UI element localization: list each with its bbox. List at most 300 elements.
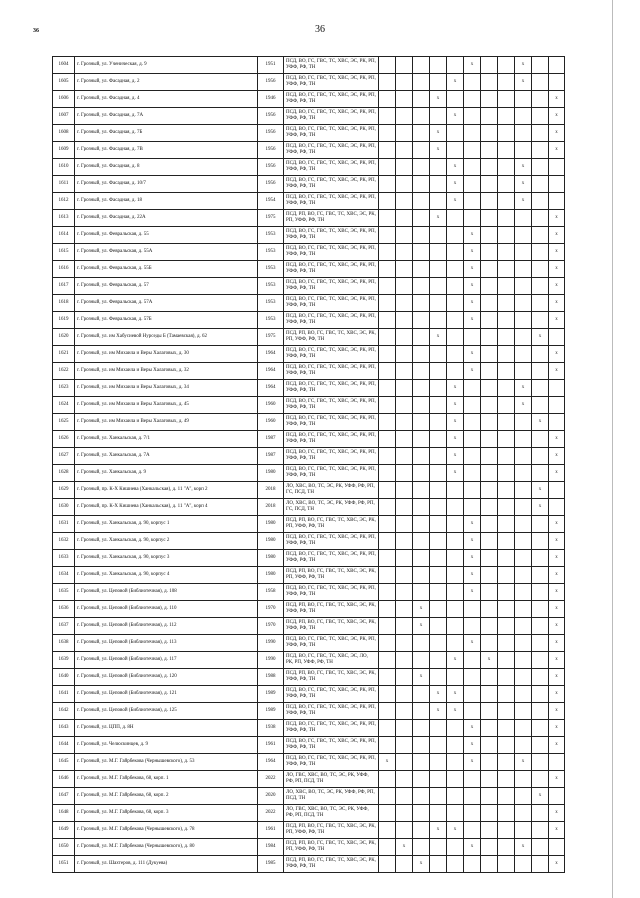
row-number: 1618 bbox=[53, 295, 75, 312]
row-mark-cell bbox=[447, 635, 464, 652]
row-mark-cell bbox=[413, 584, 430, 601]
row-mark-cell bbox=[430, 737, 447, 754]
row-year: 1987 bbox=[258, 448, 284, 465]
row-year: 1980 bbox=[258, 550, 284, 567]
row-work-types: ПСД, ВО, ГС, ГВС, ТС, ХВС, ЭС, РК, РП, УФФ, РФ, ТН bbox=[284, 295, 379, 312]
row-mark-cell bbox=[532, 176, 549, 193]
row-mark-cell bbox=[481, 210, 498, 227]
table-row bbox=[53, 533, 565, 550]
row-number: 1605 bbox=[53, 74, 75, 91]
row-mark-cell bbox=[481, 822, 498, 839]
row-mark-cell bbox=[481, 839, 498, 856]
row-number: 1632 bbox=[53, 533, 75, 550]
table-row bbox=[53, 737, 565, 754]
row-mark-cell bbox=[532, 261, 549, 278]
row-year: 1980 bbox=[258, 567, 284, 584]
row-work-types: ПСД, ВО, ГС, ГВС, ТС, ХВС, ЭС, РК, РП, УФФ, РФ, ТН bbox=[284, 227, 379, 244]
row-mark-cell bbox=[413, 822, 430, 839]
row-work-types: ПСД, РП, ВО, ГС, ГВС, ТС, ХВС, ЭС, РК, РП, УФФ, РФ, ТН bbox=[284, 516, 379, 533]
row-mark-cell: x bbox=[549, 669, 565, 686]
row-mark-cell bbox=[396, 74, 413, 91]
row-year: 1990 bbox=[258, 652, 284, 669]
row-year: 1956 bbox=[258, 176, 284, 193]
row-mark-cell bbox=[515, 414, 532, 431]
row-mark-cell: x bbox=[549, 771, 565, 788]
row-mark-cell bbox=[498, 278, 515, 295]
row-mark-cell bbox=[532, 210, 549, 227]
row-mark-cell bbox=[379, 261, 396, 278]
row-mark-cell bbox=[498, 499, 515, 516]
row-mark-cell: x bbox=[549, 686, 565, 703]
row-year: 1938 bbox=[258, 720, 284, 737]
row-mark-cell bbox=[515, 516, 532, 533]
table-row bbox=[53, 142, 565, 159]
row-mark-cell bbox=[379, 584, 396, 601]
row-mark-cell bbox=[396, 686, 413, 703]
row-number: 1634 bbox=[53, 567, 75, 584]
row-mark-cell bbox=[515, 108, 532, 125]
row-mark-cell: x bbox=[464, 533, 481, 550]
row-mark-cell bbox=[413, 91, 430, 108]
row-mark-cell bbox=[481, 669, 498, 686]
row-mark-cell bbox=[379, 448, 396, 465]
row-number: 1635 bbox=[53, 584, 75, 601]
row-mark-cell bbox=[515, 584, 532, 601]
row-mark-cell bbox=[481, 74, 498, 91]
row-year: 1953 bbox=[258, 278, 284, 295]
row-address: г. Грозный, ул. Цеповой (Библиотечная), д. 110 bbox=[75, 601, 258, 618]
row-mark-cell: x bbox=[515, 74, 532, 91]
row-number: 1613 bbox=[53, 210, 75, 227]
row-mark-cell bbox=[396, 499, 413, 516]
row-mark-cell bbox=[532, 448, 549, 465]
row-mark-cell bbox=[498, 227, 515, 244]
row-mark-cell bbox=[430, 295, 447, 312]
row-mark-cell bbox=[515, 465, 532, 482]
row-mark-cell bbox=[532, 244, 549, 261]
row-mark-cell bbox=[532, 703, 549, 720]
row-mark-cell bbox=[430, 346, 447, 363]
row-address: г. Грозный, ул. Фасадная, д. 22А bbox=[75, 210, 258, 227]
row-mark-cell bbox=[447, 618, 464, 635]
row-mark-cell: x bbox=[515, 176, 532, 193]
row-mark-cell: x bbox=[549, 210, 565, 227]
row-year: 1964 bbox=[258, 363, 284, 380]
row-mark-cell bbox=[447, 278, 464, 295]
row-mark-cell bbox=[481, 227, 498, 244]
row-mark-cell bbox=[549, 74, 565, 91]
row-mark-cell bbox=[464, 856, 481, 873]
row-mark-cell bbox=[396, 516, 413, 533]
row-work-types: ПСД, РП, ВО, ГС, ГВС, ТС, ХВС, ЭС, РК, РП, УФФ, РФ, ТН bbox=[284, 210, 379, 227]
row-mark-cell: x bbox=[549, 108, 565, 125]
row-work-types: ЛО, ГВС, ХВС, ВО, ТС, ЭС, РК, УФФ, РФ, РП, ПСД, ТН bbox=[284, 805, 379, 822]
row-mark-cell: x bbox=[549, 550, 565, 567]
row-mark-cell bbox=[532, 278, 549, 295]
row-mark-cell bbox=[396, 312, 413, 329]
table-row bbox=[53, 193, 565, 210]
row-mark-cell bbox=[396, 465, 413, 482]
row-mark-cell bbox=[481, 57, 498, 74]
row-work-types: ПСД, ВО, ГС, ГВС, ТС, ХВС, ЭС, РК, РП, УФФ, РФ, ТН bbox=[284, 533, 379, 550]
row-mark-cell bbox=[379, 142, 396, 159]
row-mark-cell bbox=[413, 125, 430, 142]
row-mark-cell bbox=[464, 108, 481, 125]
row-mark-cell: x bbox=[447, 686, 464, 703]
row-mark-cell bbox=[481, 567, 498, 584]
table-row bbox=[53, 482, 565, 499]
row-mark-cell bbox=[498, 737, 515, 754]
row-mark-cell bbox=[430, 635, 447, 652]
row-mark-cell bbox=[379, 635, 396, 652]
row-mark-cell bbox=[379, 278, 396, 295]
row-address: г. Грозный, ул. М.Г. Гайрбекова (Чернышевского), д. 53 bbox=[75, 754, 258, 771]
row-address: г. Грозный, ул. Февральская, д. 55 bbox=[75, 227, 258, 244]
row-number: 1633 bbox=[53, 550, 75, 567]
row-mark-cell bbox=[430, 788, 447, 805]
row-mark-cell bbox=[396, 329, 413, 346]
row-mark-cell bbox=[396, 108, 413, 125]
row-mark-cell bbox=[481, 584, 498, 601]
row-mark-cell bbox=[379, 652, 396, 669]
row-mark-cell bbox=[413, 465, 430, 482]
row-work-types: ПСД, ВО, ГС, ГВС, ТС, ХВС, ЭС, РК, РП, УФФ, РФ, ТН bbox=[284, 414, 379, 431]
row-mark-cell: x bbox=[549, 805, 565, 822]
row-mark-cell bbox=[413, 839, 430, 856]
row-mark-cell bbox=[396, 754, 413, 771]
row-mark-cell: x bbox=[549, 584, 565, 601]
row-mark-cell bbox=[447, 57, 464, 74]
row-mark-cell bbox=[396, 176, 413, 193]
row-mark-cell bbox=[379, 159, 396, 176]
row-mark-cell bbox=[549, 176, 565, 193]
row-mark-cell: x bbox=[532, 499, 549, 516]
row-address: г. Грозный, ул. Цеповой (Библиотечная), д. 121 bbox=[75, 686, 258, 703]
table-row bbox=[53, 652, 565, 669]
row-mark-cell bbox=[532, 669, 549, 686]
row-mark-cell bbox=[515, 499, 532, 516]
row-address: г. Грозный, ул. Шахтеров, д. 111 (Дукуева) bbox=[75, 856, 258, 873]
table-row bbox=[53, 380, 565, 397]
row-number: 1621 bbox=[53, 346, 75, 363]
row-mark-cell: x bbox=[447, 159, 464, 176]
row-mark-cell bbox=[464, 125, 481, 142]
row-mark-cell bbox=[481, 142, 498, 159]
row-mark-cell bbox=[413, 142, 430, 159]
row-mark-cell bbox=[379, 533, 396, 550]
row-mark-cell: x bbox=[549, 363, 565, 380]
row-address: г. Грозный, ул. Фасадная, д. 10/7 bbox=[75, 176, 258, 193]
row-mark-cell bbox=[532, 550, 549, 567]
row-mark-cell: x bbox=[549, 346, 565, 363]
row-mark-cell bbox=[413, 737, 430, 754]
row-number: 1642 bbox=[53, 703, 75, 720]
row-mark-cell bbox=[447, 125, 464, 142]
row-mark-cell bbox=[498, 295, 515, 312]
row-mark-cell bbox=[396, 533, 413, 550]
row-mark-cell bbox=[515, 635, 532, 652]
row-mark-cell bbox=[447, 346, 464, 363]
row-number: 1647 bbox=[53, 788, 75, 805]
row-mark-cell bbox=[498, 244, 515, 261]
row-year: 1956 bbox=[258, 125, 284, 142]
table-row bbox=[53, 448, 565, 465]
row-mark-cell: x bbox=[413, 618, 430, 635]
row-mark-cell bbox=[481, 499, 498, 516]
table-row bbox=[53, 414, 565, 431]
row-year: 1954 bbox=[258, 193, 284, 210]
row-year: 2020 bbox=[258, 788, 284, 805]
row-address: г. Грозный, ул. Фасадная, д. 18 bbox=[75, 193, 258, 210]
table-row bbox=[53, 567, 565, 584]
row-number: 1617 bbox=[53, 278, 75, 295]
row-mark-cell bbox=[515, 295, 532, 312]
row-mark-cell: x bbox=[464, 584, 481, 601]
row-mark-cell bbox=[413, 567, 430, 584]
row-mark-cell: x bbox=[515, 193, 532, 210]
row-mark-cell bbox=[396, 550, 413, 567]
row-mark-cell bbox=[515, 312, 532, 329]
table-row bbox=[53, 397, 565, 414]
table-row bbox=[53, 159, 565, 176]
row-mark-cell bbox=[413, 448, 430, 465]
row-number: 1649 bbox=[53, 822, 75, 839]
row-address: г. Грозный, ул. Ханкальская, д. 9 bbox=[75, 465, 258, 482]
row-address: г. Грозный, ул. Цеповой (Библиотечная), д. 117 bbox=[75, 652, 258, 669]
row-mark-cell: x bbox=[464, 720, 481, 737]
row-mark-cell bbox=[481, 159, 498, 176]
row-mark-cell bbox=[396, 584, 413, 601]
row-mark-cell bbox=[481, 516, 498, 533]
row-mark-cell bbox=[396, 57, 413, 74]
row-mark-cell: x bbox=[447, 431, 464, 448]
row-mark-cell: x bbox=[549, 91, 565, 108]
row-number: 1606 bbox=[53, 91, 75, 108]
row-mark-cell: x bbox=[549, 703, 565, 720]
row-mark-cell bbox=[481, 414, 498, 431]
row-mark-cell: x bbox=[532, 329, 549, 346]
table-row bbox=[53, 856, 565, 873]
row-mark-cell: x bbox=[549, 601, 565, 618]
row-address: г. Грозный, ул. Цеповой (Библиотечная), д. 113 bbox=[75, 635, 258, 652]
row-mark-cell bbox=[379, 703, 396, 720]
table-row bbox=[53, 805, 565, 822]
row-year: 1960 bbox=[258, 397, 284, 414]
row-mark-cell: x bbox=[549, 465, 565, 482]
row-mark-cell: x bbox=[396, 839, 413, 856]
table-row bbox=[53, 91, 565, 108]
row-year: 1953 bbox=[258, 261, 284, 278]
row-year: 1956 bbox=[258, 108, 284, 125]
row-work-types: ПСД, ВО, ГС, ГВС, ТС, ХВС, ЭС, РК, РП, УФФ, РФ, ТН bbox=[284, 465, 379, 482]
row-work-types: ПСД, ВО, ГС, ГВС, ТС, ХВС, ЭС, РК, РП, УФФ, РФ, ТН bbox=[284, 754, 379, 771]
row-year: 1960 bbox=[258, 414, 284, 431]
row-mark-cell bbox=[532, 57, 549, 74]
table-row bbox=[53, 499, 565, 516]
row-work-types: ПСД, ВО, ГС, ГВС, ТС, ХВС, ЭС, РК, РП, УФФ, РФ, ТН bbox=[284, 142, 379, 159]
row-mark-cell: x bbox=[515, 397, 532, 414]
row-number: 1636 bbox=[53, 601, 75, 618]
row-work-types: ЛО, ХВС, ВО, ТС, ЭС, РК, УФФ, РФ, РП, ПСД, ТН bbox=[284, 788, 379, 805]
row-mark-cell bbox=[549, 397, 565, 414]
row-mark-cell bbox=[481, 635, 498, 652]
row-mark-cell: x bbox=[549, 295, 565, 312]
row-mark-cell bbox=[447, 584, 464, 601]
row-mark-cell bbox=[379, 516, 396, 533]
table-row bbox=[53, 210, 565, 227]
row-mark-cell: x bbox=[447, 465, 464, 482]
row-work-types: ПСД, ВО, ГС, ГВС, ТС, ХВС, ЭС, РК, РП, УФФ, РФ, ТН bbox=[284, 261, 379, 278]
row-mark-cell bbox=[532, 91, 549, 108]
row-mark-cell bbox=[515, 686, 532, 703]
row-mark-cell: x bbox=[447, 822, 464, 839]
row-mark-cell bbox=[464, 618, 481, 635]
row-mark-cell: x bbox=[549, 856, 565, 873]
row-number: 1643 bbox=[53, 720, 75, 737]
row-mark-cell bbox=[396, 669, 413, 686]
row-mark-cell bbox=[549, 380, 565, 397]
row-address: г. Грозный, ул. Ханкальская, д. 90, корпус 1 bbox=[75, 516, 258, 533]
row-mark-cell: x bbox=[447, 193, 464, 210]
row-mark-cell: x bbox=[464, 839, 481, 856]
table-row bbox=[53, 584, 565, 601]
row-mark-cell bbox=[430, 261, 447, 278]
row-mark-cell bbox=[515, 448, 532, 465]
row-mark-cell: x bbox=[464, 567, 481, 584]
row-mark-cell bbox=[379, 601, 396, 618]
row-mark-cell bbox=[413, 805, 430, 822]
row-mark-cell bbox=[430, 176, 447, 193]
table-row bbox=[53, 516, 565, 533]
row-mark-cell bbox=[532, 397, 549, 414]
row-mark-cell bbox=[430, 465, 447, 482]
row-year: 2018 bbox=[258, 499, 284, 516]
row-mark-cell bbox=[447, 839, 464, 856]
row-mark-cell bbox=[464, 176, 481, 193]
row-address: г. Грозный, ул. Цеповой (Библиотечная), д. 125 bbox=[75, 703, 258, 720]
row-mark-cell bbox=[379, 74, 396, 91]
row-mark-cell: x bbox=[430, 142, 447, 159]
row-mark-cell bbox=[430, 278, 447, 295]
row-mark-cell: x bbox=[549, 125, 565, 142]
row-year: 1956 bbox=[258, 159, 284, 176]
row-mark-cell bbox=[396, 346, 413, 363]
row-mark-cell bbox=[396, 771, 413, 788]
row-mark-cell bbox=[464, 431, 481, 448]
table-row bbox=[53, 312, 565, 329]
row-mark-cell bbox=[481, 431, 498, 448]
row-work-types: ПСД, ВО, ГС, ГВС, ТС, ХВС, ЭС, РК, РП, УФФ, РФ, ТН bbox=[284, 363, 379, 380]
table-row bbox=[53, 431, 565, 448]
row-number: 1631 bbox=[53, 516, 75, 533]
row-year: 1990 bbox=[258, 635, 284, 652]
row-mark-cell: x bbox=[430, 329, 447, 346]
row-mark-cell bbox=[430, 584, 447, 601]
row-number: 1619 bbox=[53, 312, 75, 329]
row-mark-cell bbox=[379, 856, 396, 873]
row-mark-cell bbox=[498, 346, 515, 363]
row-work-types: ПСД, ВО, ГС, ГВС, ТС, ХВС, ЭС, РК, РП, УФФ, РФ, ТН bbox=[284, 448, 379, 465]
table-row bbox=[53, 227, 565, 244]
row-mark-cell bbox=[532, 108, 549, 125]
row-work-types: ПСД, РП, ВО, ГС, ГВС, ТС, ХВС, ЭС, РК, РП, УФФ, РФ, ТН bbox=[284, 822, 379, 839]
row-work-types: ПСД, РП, ВО, ГС, ГВС, ТС, ХВС, ЭС, РК, УФФ, РФ, ТН bbox=[284, 669, 379, 686]
row-mark-cell: x bbox=[464, 635, 481, 652]
row-mark-cell bbox=[447, 261, 464, 278]
row-mark-cell bbox=[447, 567, 464, 584]
row-mark-cell bbox=[379, 567, 396, 584]
row-mark-cell: x bbox=[549, 737, 565, 754]
row-number: 1648 bbox=[53, 805, 75, 822]
row-mark-cell bbox=[464, 822, 481, 839]
row-mark-cell bbox=[413, 397, 430, 414]
row-address: г. Грозный, ул. им Михаила и Веры Халаговых, д. 32 bbox=[75, 363, 258, 380]
table-row bbox=[53, 771, 565, 788]
row-mark-cell bbox=[464, 669, 481, 686]
row-work-types: ПСД, ВО, ГС, ГВС, ТС, ХВС, ЭС, РК, РП, УФФ, РФ, ТН bbox=[284, 737, 379, 754]
table-row bbox=[53, 108, 565, 125]
row-mark-cell bbox=[396, 737, 413, 754]
row-mark-cell bbox=[413, 74, 430, 91]
row-mark-cell bbox=[413, 176, 430, 193]
row-mark-cell bbox=[413, 380, 430, 397]
register-table bbox=[52, 56, 565, 873]
row-mark-cell bbox=[430, 397, 447, 414]
row-mark-cell bbox=[447, 737, 464, 754]
row-mark-cell bbox=[413, 499, 430, 516]
row-mark-cell bbox=[464, 159, 481, 176]
row-mark-cell: x bbox=[464, 227, 481, 244]
row-mark-cell bbox=[515, 805, 532, 822]
row-mark-cell bbox=[379, 805, 396, 822]
row-mark-cell bbox=[464, 414, 481, 431]
row-mark-cell bbox=[413, 482, 430, 499]
row-mark-cell: x bbox=[430, 210, 447, 227]
row-mark-cell bbox=[515, 618, 532, 635]
row-mark-cell bbox=[532, 618, 549, 635]
row-mark-cell bbox=[515, 431, 532, 448]
row-mark-cell: x bbox=[464, 312, 481, 329]
row-mark-cell bbox=[464, 601, 481, 618]
row-mark-cell: x bbox=[549, 652, 565, 669]
row-mark-cell bbox=[498, 176, 515, 193]
row-mark-cell bbox=[532, 74, 549, 91]
row-mark-cell bbox=[549, 193, 565, 210]
row-mark-cell bbox=[515, 227, 532, 244]
table-row bbox=[53, 346, 565, 363]
row-mark-cell bbox=[481, 91, 498, 108]
row-mark-cell bbox=[498, 669, 515, 686]
row-mark-cell: x bbox=[481, 652, 498, 669]
row-mark-cell bbox=[481, 448, 498, 465]
row-work-types: ПСД, ВО, ГС, ГВС, ТС, ХВС, ЭС, РК, РП, УФФ, РФ, ТН bbox=[284, 193, 379, 210]
row-number: 1623 bbox=[53, 380, 75, 397]
row-mark-cell bbox=[430, 567, 447, 584]
row-mark-cell bbox=[447, 533, 464, 550]
row-mark-cell: x bbox=[447, 652, 464, 669]
row-year: 1951 bbox=[258, 57, 284, 74]
row-mark-cell bbox=[481, 601, 498, 618]
row-address: г. Грозный, ул. Февральская, д. 55Б bbox=[75, 261, 258, 278]
row-mark-cell bbox=[379, 686, 396, 703]
row-mark-cell bbox=[498, 567, 515, 584]
row-mark-cell: x bbox=[464, 737, 481, 754]
row-mark-cell bbox=[515, 346, 532, 363]
row-mark-cell bbox=[532, 720, 549, 737]
row-year: 1980 bbox=[258, 516, 284, 533]
row-mark-cell bbox=[447, 550, 464, 567]
row-mark-cell bbox=[481, 244, 498, 261]
